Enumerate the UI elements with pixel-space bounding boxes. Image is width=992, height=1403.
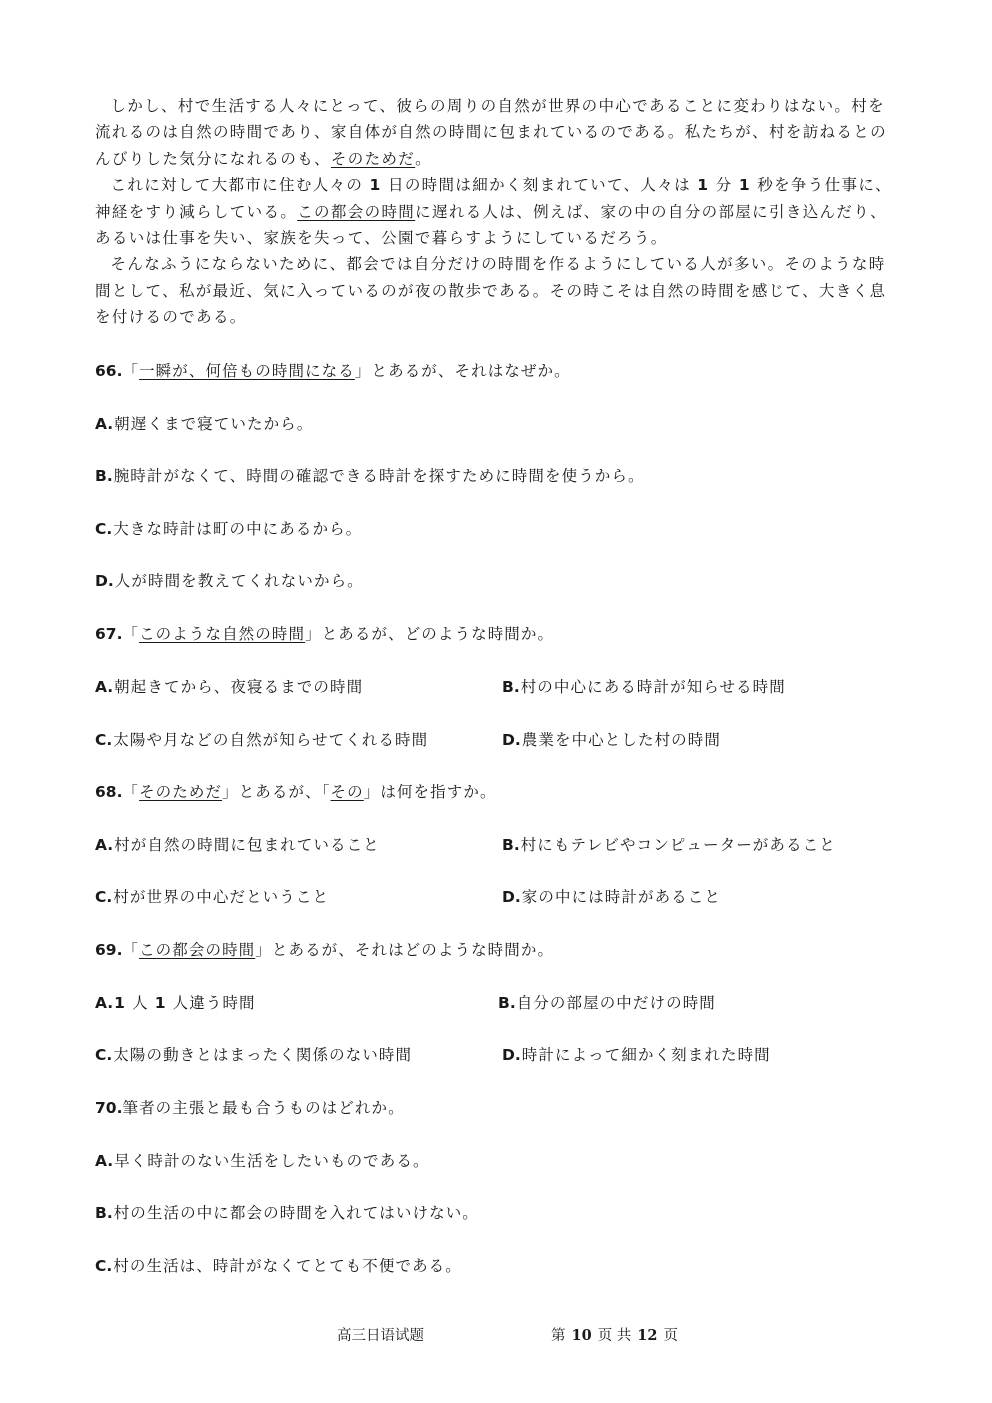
quoted-phrase: その <box>330 783 364 801</box>
question-text: 」とあるが、「 <box>222 783 331 801</box>
option-text: 自分の部屋の中だけの時間 <box>516 994 716 1012</box>
option-letter: A. <box>95 678 114 696</box>
option-69-a[interactable] <box>95 993 256 1013</box>
option-text: 村の生活は、時計がなくてとても不便である。 <box>113 1257 462 1275</box>
question-66 <box>95 361 571 381</box>
option-66-b[interactable] <box>95 466 645 486</box>
option-text: 村にもテレビやコンピューターがあること <box>520 836 836 854</box>
option-letter: C. <box>95 888 113 906</box>
option-text: 人 <box>132 994 149 1012</box>
option-letter: D. <box>95 572 114 590</box>
page-total: 12 <box>637 1327 658 1344</box>
paragraph-text: 日の時間は細かく刻まれていて、人々は <box>387 176 691 195</box>
option-text: 人が時間を教えてくれないから。 <box>114 572 364 590</box>
option-67-d[interactable] <box>502 730 721 750</box>
option-letter: B. <box>502 678 520 696</box>
page-prefix: 第 <box>551 1328 566 1344</box>
option-67-b[interactable] <box>502 677 786 697</box>
option-70-c[interactable] <box>95 1256 462 1276</box>
question-text: 」とあるが、それはどのような時間か。 <box>255 941 555 959</box>
number: 1 <box>697 176 710 195</box>
option-66-d[interactable] <box>95 571 364 591</box>
passage-paragraph-1 <box>95 93 900 172</box>
option-67-c[interactable] <box>95 730 428 750</box>
underlined-phrase: そのためだ <box>330 149 416 168</box>
option-69-b[interactable] <box>498 993 716 1013</box>
page-suffix: 页 <box>663 1328 678 1344</box>
option-letter: D. <box>502 888 521 906</box>
bracket: 「 <box>122 625 140 643</box>
option-letter: A. <box>95 836 114 854</box>
question-text: 筆者の主張と最も合うものはどれか。 <box>122 1099 405 1117</box>
option-text: 大きな時計は町の中にあるから。 <box>113 520 363 538</box>
passage-paragraph-3: そんなふうにならないために、都会では自分だけの時間を作るようにしている人が多い。そのような時間として、私が最近、気に入っているのが夜の散歩である。その時こそは自然の時間を感じて、大きく息を付けるのである。 <box>95 255 887 327</box>
option-68-a[interactable] <box>95 835 380 855</box>
option-69-c[interactable] <box>95 1045 412 1065</box>
option-letter: B. <box>498 994 516 1012</box>
option-letter: D. <box>502 1046 521 1064</box>
paragraph-text: これに対して大都市に住む人々の <box>110 176 364 195</box>
paragraph-text: 秒を争う仕事に、神経をすり減らしている。 <box>95 176 893 221</box>
bracket: 「 <box>122 783 140 801</box>
question-68 <box>95 782 497 802</box>
option-text: 村の生活の中に都会の時間を入れてはいけない。 <box>113 1204 479 1222</box>
number: 1 <box>738 176 751 195</box>
paragraph-text: 分 <box>715 176 733 195</box>
quoted-phrase: 一瞬が、何倍もの時間になる <box>139 362 355 380</box>
option-letter: A. <box>95 415 114 433</box>
option-text: 人違う時間 <box>172 994 256 1012</box>
question-number: 70. <box>95 1099 123 1117</box>
quoted-phrase: このような自然の時間 <box>139 625 306 643</box>
question-67 <box>95 624 554 644</box>
number: 1 <box>114 994 127 1012</box>
question-70 <box>95 1098 405 1118</box>
number: 1 <box>369 176 382 195</box>
paragraph-text: しかし、村で生活する人々にとって、彼らの周りの自然が世界の中心であることに変わりはない。村を流れるのは自然の時間であり、家自体が自然の時間に包まれているのである。私たちが、村を訪ねるとのんびりした気分になれるのも、 <box>95 97 887 168</box>
question-number: 67. <box>95 625 123 643</box>
reading-passage <box>95 93 900 331</box>
option-66-a[interactable] <box>95 414 313 434</box>
option-text: 家の中には時計があること <box>521 888 721 906</box>
question-text: 」とあるが、どのような時間か。 <box>305 625 555 643</box>
option-66-c[interactable] <box>95 519 362 539</box>
question-69 <box>95 940 554 960</box>
option-letter: C. <box>95 520 113 538</box>
option-68-b[interactable] <box>502 835 836 855</box>
underlined-phrase: この都会の時間 <box>297 202 416 221</box>
option-68-d[interactable] <box>502 887 721 907</box>
option-70-a[interactable] <box>95 1151 430 1171</box>
option-text: 農業を中心とした村の時間 <box>521 731 721 749</box>
question-number: 66. <box>95 362 123 380</box>
bracket: 「 <box>122 941 140 959</box>
paragraph-text: に遅れる人は、例えば、家の中の自分の部屋に引き込んだり、あるいは仕事を失い、家族を失って、公園で暮らすようにしているだろう。 <box>95 202 887 248</box>
option-letter: B. <box>95 467 113 485</box>
quoted-phrase: この都会の時間 <box>139 941 256 959</box>
option-letter: B. <box>95 1204 113 1222</box>
quoted-phrase: そのためだ <box>139 783 223 801</box>
option-text: 腕時計がなくて、時間の確認できる時計を探すために時間を使うから。 <box>113 467 645 485</box>
option-letter: A. <box>95 994 114 1012</box>
option-text: 早く時計のない生活をしたいものである。 <box>114 1152 430 1170</box>
option-letter: C. <box>95 1257 113 1275</box>
option-letter: C. <box>95 1046 113 1064</box>
option-text: 村が自然の時間に包まれていること <box>114 836 380 854</box>
option-68-c[interactable] <box>95 887 329 907</box>
option-text: 太陽の動きとはまったく関係のない時間 <box>113 1046 413 1064</box>
question-number: 69. <box>95 941 123 959</box>
option-text: 村の中心にある時計が知らせる時間 <box>520 678 786 696</box>
page-indicator <box>551 1326 678 1346</box>
option-letter: C. <box>95 731 113 749</box>
option-letter: B. <box>502 836 520 854</box>
bracket: 「 <box>122 362 140 380</box>
option-text: 時計によって細かく刻まれた時間 <box>521 1046 771 1064</box>
option-69-d[interactable] <box>502 1045 771 1065</box>
option-text: 朝起きてから、夜寝るまでの時間 <box>114 678 364 696</box>
option-text: 村が世界の中心だということ <box>113 888 330 906</box>
option-letter: A. <box>95 1152 114 1170</box>
exam-title: 高三日语试题 <box>337 1328 424 1344</box>
number: 1 <box>154 994 167 1012</box>
question-text: 」は何を指すか。 <box>363 783 497 801</box>
page-number: 10 <box>571 1327 592 1344</box>
question-number: 68. <box>95 783 123 801</box>
page-mid: 页 共 <box>597 1328 632 1344</box>
option-letter: D. <box>502 731 521 749</box>
question-text: 」とあるが、それはなぜか。 <box>354 362 571 380</box>
paragraph-text: 。 <box>415 149 433 168</box>
passage-paragraph-2 <box>95 172 900 251</box>
option-text: 太陽や月などの自然が知らせてくれる時間 <box>113 731 429 749</box>
option-70-b[interactable] <box>95 1203 479 1223</box>
option-text: 朝遅くまで寝ていたから。 <box>114 415 314 433</box>
option-67-a[interactable] <box>95 677 363 697</box>
